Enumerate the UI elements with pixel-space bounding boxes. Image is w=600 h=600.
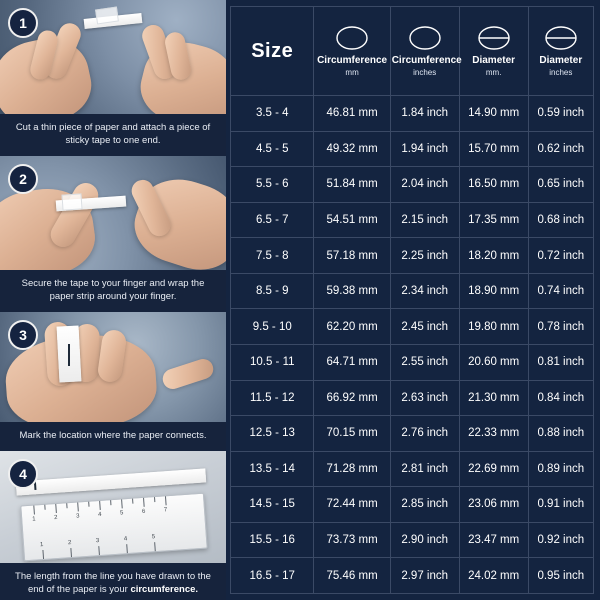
size-cell: 15.5 - 16 <box>231 522 314 558</box>
step-4 <box>0 451 226 600</box>
table-row <box>231 380 594 416</box>
step-4-caption <box>0 563 226 600</box>
table-row <box>231 451 594 487</box>
circle-outline-icon <box>332 25 372 51</box>
ruler-number: 4 <box>123 536 128 543</box>
diameter-inch-cell: 0.89 inch <box>528 451 593 487</box>
diameter-mm-cell: 15.70 mm <box>459 131 528 167</box>
step-4-caption-text: The length from the line you have drawn to the end of the paper is your <box>15 571 211 595</box>
circumference-inch-cell: 2.63 inch <box>390 380 459 416</box>
pen-mark <box>68 344 70 366</box>
header-diameter-inches-label: Diameter <box>539 55 583 66</box>
circumference-inch-cell: 2.81 inch <box>390 451 459 487</box>
diameter-inch-cell: 0.72 inch <box>528 238 593 274</box>
diameter-inch-cell: 0.74 inch <box>528 273 593 309</box>
diameter-inch-cell: 0.92 inch <box>528 522 593 558</box>
circumference-mm-cell: 66.92 mm <box>314 380 390 416</box>
diameter-inch-cell: 0.78 inch <box>528 309 593 345</box>
size-cell: 14.5 - 15 <box>231 487 314 523</box>
circumference-mm-cell: 72.44 mm <box>314 487 390 523</box>
table-row <box>231 238 594 274</box>
ruler-number: 5 <box>151 534 156 541</box>
header-size <box>231 7 314 96</box>
circumference-mm-cell: 64.71 mm <box>314 344 390 380</box>
header-diameter-inches <box>528 7 593 96</box>
ruler-number: 1 <box>32 516 36 523</box>
diameter-inch-cell: 0.62 inch <box>528 131 593 167</box>
size-cell: 16.5 - 17 <box>231 558 314 594</box>
diameter-mm-cell: 20.60 mm <box>459 344 528 380</box>
diameter-mm-cell: 14.90 mm <box>459 96 528 132</box>
circle-diameter-icon <box>474 25 514 51</box>
ruler-number: 7 <box>163 507 168 514</box>
step-3 <box>0 312 226 451</box>
header-size-label: Size <box>251 39 294 62</box>
table-row <box>231 309 594 345</box>
circumference-mm-cell: 73.73 mm <box>314 522 390 558</box>
circumference-inch-cell: 2.90 inch <box>390 522 459 558</box>
circumference-inch-cell: 1.94 inch <box>390 131 459 167</box>
header-circumference-inches-label: Circumference <box>391 55 462 66</box>
size-cell: 12.5 - 13 <box>231 416 314 452</box>
step-4-badge: 4 <box>8 459 38 489</box>
size-cell: 7.5 - 8 <box>231 238 314 274</box>
circumference-inch-cell: 2.45 inch <box>390 309 459 345</box>
step-1-badge: 1 <box>8 8 38 38</box>
circumference-mm-cell: 62.20 mm <box>314 309 390 345</box>
circumference-mm-cell: 49.32 mm <box>314 131 390 167</box>
ruler-number: 4 <box>97 511 102 519</box>
ring-size-table <box>230 6 594 594</box>
steps-column <box>0 0 226 600</box>
circumference-mm-cell: 59.38 mm <box>314 273 390 309</box>
diameter-inch-cell: 0.81 inch <box>528 344 593 380</box>
table-row <box>231 487 594 523</box>
size-cell: 4.5 - 5 <box>231 131 314 167</box>
size-cell: 9.5 - 10 <box>231 309 314 345</box>
size-cell: 6.5 - 7 <box>231 202 314 238</box>
table-row <box>231 344 594 380</box>
circumference-mm-cell: 46.81 mm <box>314 96 390 132</box>
circumference-inch-cell: 2.04 inch <box>390 167 459 203</box>
diameter-mm-cell: 22.33 mm <box>459 416 528 452</box>
header-diameter-inches-unit: inches <box>549 68 573 77</box>
diameter-mm-cell: 17.35 mm <box>459 202 528 238</box>
circle-outline-icon <box>405 25 445 51</box>
circumference-inch-cell: 2.15 inch <box>390 202 459 238</box>
diameter-mm-cell: 19.80 mm <box>459 309 528 345</box>
size-cell: 3.5 - 4 <box>231 96 314 132</box>
circumference-inch-cell: 1.84 inch <box>390 96 459 132</box>
diameter-inch-cell: 0.91 inch <box>528 487 593 523</box>
diameter-mm-cell: 18.90 mm <box>459 273 528 309</box>
table-row <box>231 558 594 594</box>
table-row <box>231 416 594 452</box>
size-cell: 8.5 - 9 <box>231 273 314 309</box>
circumference-inch-cell: 2.85 inch <box>390 487 459 523</box>
table-row <box>231 96 594 132</box>
step-1-caption: Cut a thin piece of paper and attach a piece of sticky tape to one end. <box>0 114 226 156</box>
circumference-mm-cell: 57.18 mm <box>314 238 390 274</box>
table-row <box>231 522 594 558</box>
diameter-mm-cell: 23.47 mm <box>459 522 528 558</box>
step-3-badge: 3 <box>8 320 38 350</box>
table-row <box>231 167 594 203</box>
circumference-mm-cell: 54.51 mm <box>314 202 390 238</box>
circumference-mm-cell: 71.28 mm <box>314 451 390 487</box>
diameter-inch-cell: 0.88 inch <box>528 416 593 452</box>
diameter-mm-cell: 22.69 mm <box>459 451 528 487</box>
circumference-mm-cell: 75.46 mm <box>314 558 390 594</box>
header-circumference-mm <box>314 7 390 96</box>
diameter-inch-cell: 0.65 inch <box>528 167 593 203</box>
step-4-caption-emphasis: circumference. <box>130 584 199 595</box>
circumference-inch-cell: 2.34 inch <box>390 273 459 309</box>
diameter-mm-cell: 16.50 mm <box>459 167 528 203</box>
diameter-inch-cell: 0.68 inch <box>528 202 593 238</box>
ruler-number: 5 <box>119 510 124 517</box>
diameter-mm-cell: 23.06 mm <box>459 487 528 523</box>
sticky-tape <box>61 193 82 210</box>
circumference-inch-cell: 2.55 inch <box>390 344 459 380</box>
diameter-inch-cell: 0.59 inch <box>528 96 593 132</box>
diameter-inch-cell: 0.95 inch <box>528 558 593 594</box>
ruler-number: 3 <box>95 538 100 545</box>
size-table-container <box>226 0 600 600</box>
ruler-number: 2 <box>54 514 58 522</box>
table-row <box>231 131 594 167</box>
circle-diameter-icon <box>541 25 581 51</box>
header-diameter-mm <box>459 7 528 96</box>
table-header-row <box>231 7 594 96</box>
step-2-badge: 2 <box>8 164 38 194</box>
header-diameter-mm-label: Diameter <box>472 55 516 66</box>
circumference-inch-cell: 2.76 inch <box>390 416 459 452</box>
ruler-number: 6 <box>141 508 146 516</box>
size-cell: 11.5 - 12 <box>231 380 314 416</box>
header-circumference-mm-label: Circumference <box>317 55 388 66</box>
header-circumference-inches-unit: inches <box>413 68 437 77</box>
header-diameter-mm-unit: mm. <box>485 68 502 77</box>
diameter-mm-cell: 18.20 mm <box>459 238 528 274</box>
table-body <box>231 96 594 594</box>
diameter-inch-cell: 0.84 inch <box>528 380 593 416</box>
header-circumference-inches <box>390 7 462 96</box>
diameter-mm-cell: 21.30 mm <box>459 380 528 416</box>
ruler-number: 1 <box>39 541 44 549</box>
size-cell: 13.5 - 14 <box>231 451 314 487</box>
diameter-mm-cell: 24.02 mm <box>459 558 528 594</box>
circumference-inch-cell: 2.25 inch <box>390 238 459 274</box>
circumference-mm-cell: 51.84 mm <box>314 167 390 203</box>
step-3-caption: Mark the location where the paper connects. <box>0 422 226 451</box>
ruler-number: 3 <box>75 513 80 520</box>
step-2-caption: Secure the tape to your finger and wrap the paper strip around your finger. <box>0 270 226 312</box>
circumference-inch-cell: 2.97 inch <box>390 558 459 594</box>
circumference-mm-cell: 70.15 mm <box>314 416 390 452</box>
table-row <box>231 202 594 238</box>
ruler-number: 2 <box>67 540 72 547</box>
header-circumference-mm-unit: mm <box>345 68 359 77</box>
size-cell: 10.5 - 11 <box>231 344 314 380</box>
step-2 <box>0 156 226 312</box>
step-1 <box>0 0 226 156</box>
sticky-tape <box>95 7 119 25</box>
table-row <box>231 273 594 309</box>
size-cell: 5.5 - 6 <box>231 167 314 203</box>
